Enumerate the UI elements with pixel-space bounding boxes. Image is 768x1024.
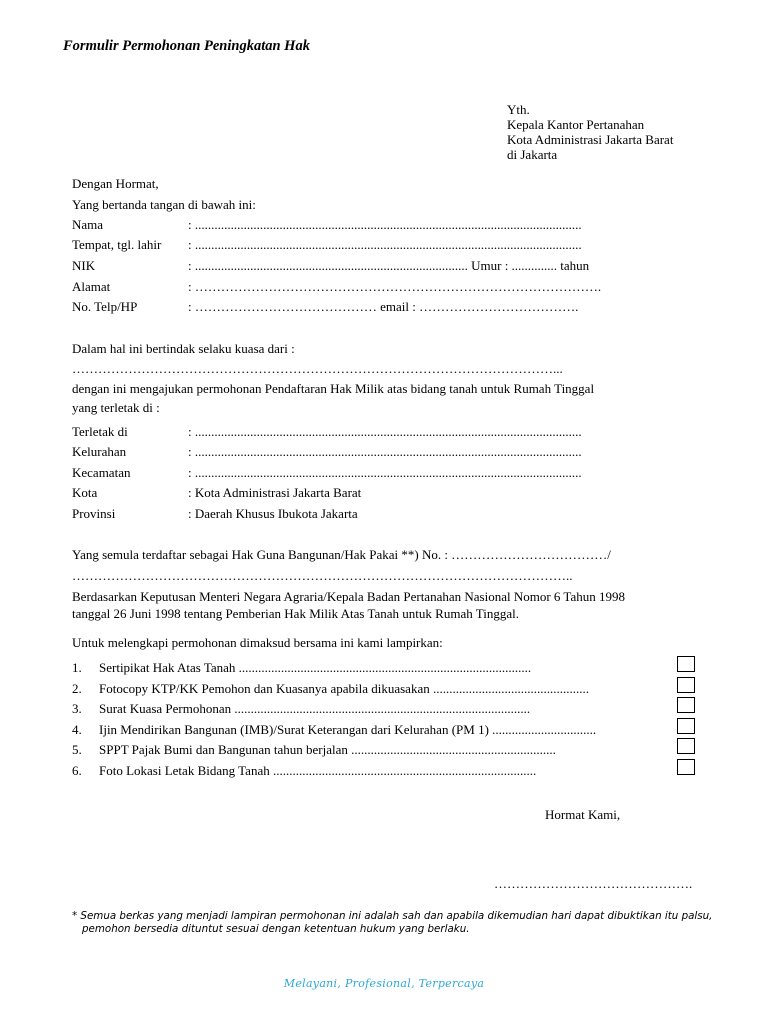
recipient-line: Kepala Kantor Pertanahan — [507, 117, 645, 132]
legal-basis: tanggal 26 Juni 1998 tentang Pemberian Hak Milik Atas Tanah untuk Rumah Tinggal. — [72, 606, 519, 621]
attachment-item: Surat Kuasa Permohonan ........................................................................................... — [99, 701, 531, 716]
request-text: yang terletak di : — [72, 400, 160, 415]
previous-rights[interactable]: Yang semula terdaftar sebagai Hak Guna Bangunan/Hak Pakai **) No. : ………………………………/ — [72, 547, 611, 562]
field-value[interactable]: : …………………………………… email : ………………………………. — [188, 299, 579, 314]
form-title: Formulir Permohonan Peningkatan Hak — [63, 38, 310, 54]
recipient-line: di Jakarta — [507, 147, 558, 162]
recipient-line: Yth. — [507, 102, 530, 117]
field-label: Kota — [72, 485, 98, 500]
attachment-checkbox[interactable] — [677, 656, 695, 672]
recipient-line: Kota Administrasi Jakarta Barat — [507, 132, 674, 147]
field-label: Kecamatan — [72, 465, 131, 480]
attachment-number: 3. — [72, 701, 82, 716]
field-value[interactable]: : ....................................................................................................................... — [188, 465, 582, 480]
request-text: dengan ini mengajukan permohonan Pendaftaran Hak Milik atas bidang tanah untuk Rumah Tinggal — [72, 381, 595, 396]
field-value[interactable]: : …………………………………………………………………………………. — [188, 279, 602, 294]
attachments-intro: Untuk melengkapi permohonan dimaksud bersama ini kami lampirkan: — [72, 635, 443, 650]
field-label: Alamat — [72, 279, 111, 294]
attachment-number: 4. — [72, 722, 82, 737]
proxy-line[interactable]: …………………………………………………………………………………………………... — [72, 361, 563, 376]
field-value: : Daerah Khusus Ibukota Jakarta — [188, 506, 358, 521]
legal-basis: Berdasarkan Keputusan Menteri Negara Agraria/Kepala Badan Pertanahan Nasional Nomor 6 Tahun 1998 — [72, 589, 625, 604]
attachment-checkbox[interactable] — [677, 718, 695, 734]
footnote-line: pemohon bersedia dituntut sesuai dengan ketentuan hukum yang berlaku. — [82, 923, 470, 935]
field-label: Tempat, tgl. lahir — [72, 237, 162, 252]
attachment-checkbox[interactable] — [677, 697, 695, 713]
intro-text: Yang bertanda tangan di bawah ini: — [72, 197, 256, 212]
field-label: Nama — [72, 217, 104, 232]
signature-line[interactable]: ………………………………………. — [494, 876, 693, 891]
field-value[interactable]: : ....................................................................................................................... — [188, 444, 582, 459]
attachment-number: 5. — [72, 742, 82, 757]
attachment-item: Sertipikat Hak Atas Tanah .......................................................................................... — [99, 660, 532, 675]
field-value[interactable]: : ....................................................................................................................... — [188, 424, 582, 439]
previous-rights-line[interactable]: …………………………………………………………………………………………………….. — [72, 568, 573, 583]
attachment-number: 2. — [72, 681, 82, 696]
field-label: Kelurahan — [72, 444, 127, 459]
field-label: NIK — [72, 258, 96, 273]
attachment-item: Ijin Mendirikan Bangunan (IMB)/Surat Keterangan dari Kelurahan (PM 1) ................................ — [99, 722, 597, 737]
attachment-item: Foto Lokasi Letak Bidang Tanah ................................................................................. — [99, 763, 537, 778]
attachment-item: Fotocopy KTP/KK Pemohon dan Kuasanya apabila dikuasakan ................................................ — [99, 681, 589, 696]
proxy-intro: Dalam hal ini bertindak selaku kuasa dari : — [72, 341, 295, 356]
attachment-number: 1. — [72, 660, 82, 675]
attachment-checkbox[interactable] — [677, 759, 695, 775]
greeting: Dengan Hormat, — [72, 176, 159, 191]
field-label: Provinsi — [72, 506, 116, 521]
closing-text: Hormat Kami, — [545, 807, 621, 822]
attachment-number: 6. — [72, 763, 82, 778]
attachment-checkbox[interactable] — [677, 677, 695, 693]
footnote-line: * Semua berkas yang menjadi lampiran permohonan ini adalah sah dan apabila dikemudian hari dapat dibuktikan itu palsu, — [72, 910, 713, 922]
footnote — [72, 910, 712, 936]
field-value[interactable]: : ....................................................................................................................... — [188, 237, 582, 252]
attachment-item: SPPT Pajak Bumi dan Bangunan tahun berjalan ............................................................... — [99, 742, 556, 757]
field-value[interactable]: : .................................................................................... Umur : .............. tahun — [188, 258, 590, 273]
tagline: Melayani, Profesional, Terpercaya — [283, 977, 485, 990]
field-label: No. Telp/HP — [72, 299, 138, 314]
field-label: Terletak di — [72, 424, 128, 439]
field-value[interactable]: : ....................................................................................................................... — [188, 217, 582, 232]
attachment-checkbox[interactable] — [677, 738, 695, 754]
field-value: : Kota Administrasi Jakarta Barat — [188, 485, 362, 500]
